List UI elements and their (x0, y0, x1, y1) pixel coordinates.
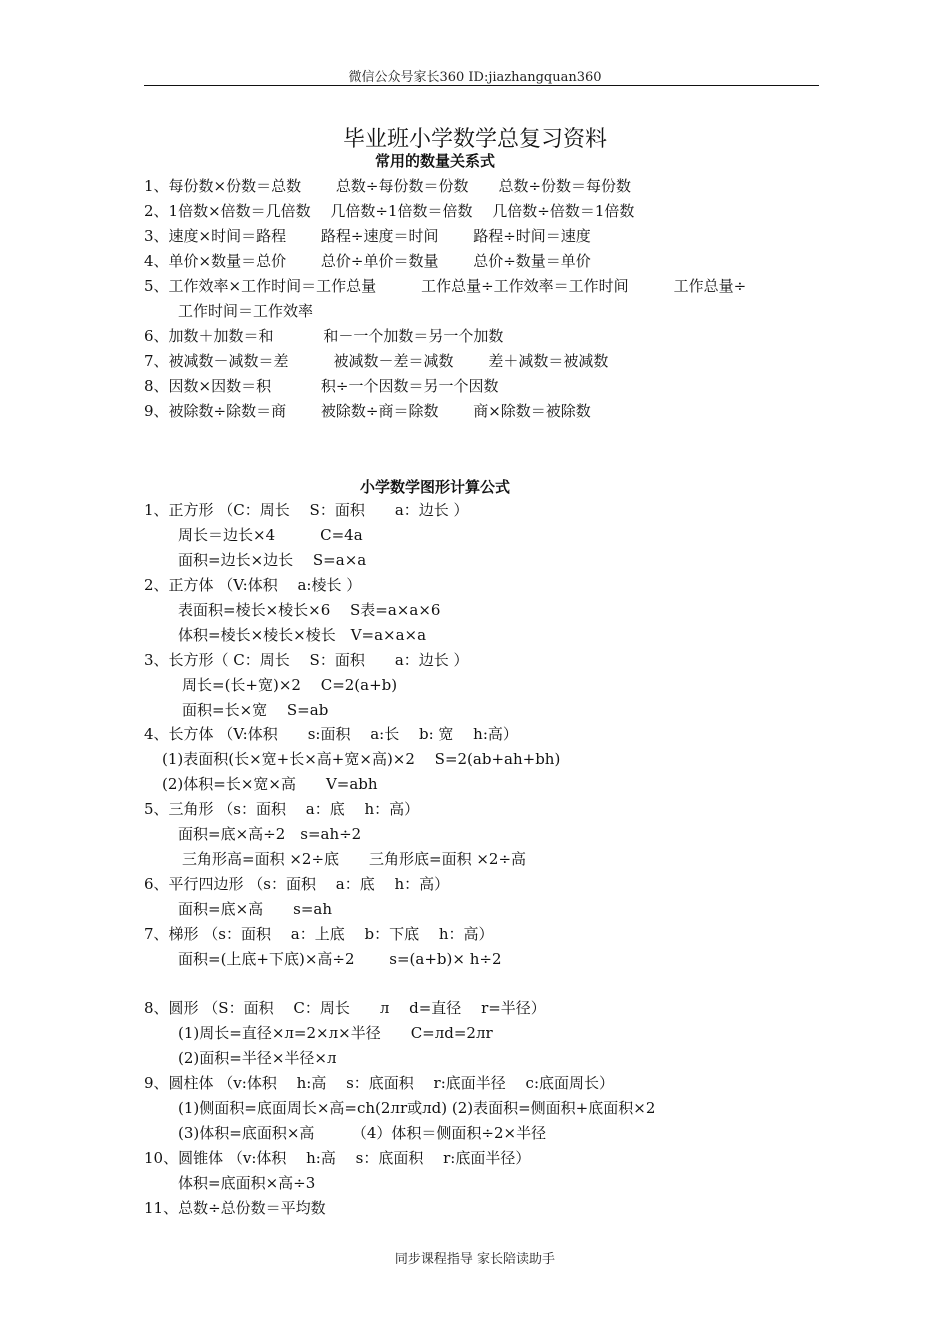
formula-line: 9、被除数÷除数＝商 被除数÷商＝除数 商×除数＝被除数 (144, 402, 591, 420)
formula-line: 1、正方形 （C：周长 S：面积 a：边长 ） (144, 501, 469, 519)
formula-line: (2)体积=长×宽×高 V=abh (162, 775, 378, 793)
formula-line: 2、正方体 （V:体积 a:棱长 ） (144, 576, 362, 594)
formula-line: (1)侧面积=底面周长×高=ch(2лr或лd) (2)表面积=侧面积+底面积×2 (178, 1099, 656, 1117)
page-header: 微信公众号家长360 ID:jiazhangquan360 (348, 70, 602, 85)
formula-line: 2、1倍数×倍数＝几倍数 几倍数÷1倍数＝倍数 几倍数÷倍数＝1倍数 (144, 202, 635, 220)
formula-line: (1)表面积(长×宽+长×高+宽×高)×2 S=2(ab+ah+bh) (162, 750, 561, 768)
formula-line: (3)体积=底面积×高 （4）体积＝侧面积÷2×半径 (178, 1124, 547, 1142)
formula-line: 5、工作效率×工作时间＝工作总量 工作总量÷工作效率＝工作时间 工作总量÷ (144, 277, 747, 295)
formula-line: 周长＝边长×4 C=4a (178, 526, 363, 544)
formula-line: 体积=底面积×高÷3 (178, 1174, 316, 1192)
formula-line: 面积=边长×边长 S=a×a (178, 551, 367, 569)
formula-line: 6、平行四边形 （s：面积 a：底 h：高） (144, 875, 450, 893)
section-title-geometry-formulas: 小学数学图形计算公式 (359, 478, 510, 496)
formula-line: (1)周长=直径×л=2×л×半径 C=лd=2лr (178, 1024, 493, 1042)
formula-line: 面积=长×宽 S=ab (182, 701, 329, 719)
document-title: 毕业班小学数学总复习资料 (342, 127, 607, 152)
formula-line: (2)面积=半径×半径×л (178, 1049, 337, 1067)
formula-line: 面积=底×高 s=ah (178, 900, 333, 918)
formula-line: 9、圆柱体 （v:体积 h:高 s：底面积 r:底面半径 c:底面周长） (144, 1074, 615, 1092)
formula-line: 工作时间＝工作效率 (178, 302, 314, 320)
formula-line: 1、每份数×份数＝总数 总数÷每份数＝份数 总数÷份数＝每份数 (144, 177, 632, 195)
formula-line: 6、加数＋加数＝和 和－一个加数＝另一个加数 (144, 327, 504, 345)
header-divider (144, 85, 819, 86)
page-footer: 同步课程指导 家长陪读助手 (394, 1252, 556, 1267)
formula-line: 4、单价×数量＝总价 总价÷单价＝数量 总价÷数量＝单价 (144, 252, 591, 270)
formula-line: 10、圆锥体 （v:体积 h:高 s：底面积 r:底面半径） (144, 1149, 531, 1167)
formula-line: 7、梯形 （s：面积 a：上底 b：下底 h：高） (144, 925, 494, 943)
formula-line: 周长=(长+宽)×2 C=2(a+b) (182, 676, 398, 694)
formula-line: 4、长方体 （V:体积 s:面积 a:长 b: 宽 h:高） (144, 725, 518, 743)
formula-line: 面积=(上底+下底)×高÷2 s=(a+b)× h÷2 (178, 950, 502, 968)
formula-line: 8、因数×因数＝积 积÷一个因数＝另一个因数 (144, 377, 499, 395)
formula-line: 8、圆形 （S：面积 C：周长 л d=直径 r=半径） (144, 999, 546, 1017)
formula-line: 体积=棱长×棱长×棱长 V=a×a×a (178, 626, 427, 644)
formula-line: 7、被减数－减数＝差 被减数－差＝减数 差＋减数＝被减数 (144, 352, 609, 370)
formula-line: 面积=底×高÷2 s=ah÷2 (178, 825, 362, 843)
formula-line: 3、速度×时间＝路程 路程÷速度＝时间 路程÷时间＝速度 (144, 227, 591, 245)
formula-line: 11、总数÷总份数＝平均数 (144, 1199, 326, 1217)
formula-line: 表面积=棱长×棱长×6 S表=a×a×6 (178, 601, 441, 619)
section-title-quantity-relations: 常用的数量关系式 (374, 152, 495, 170)
formula-line: 3、长方形（ C：周长 S：面积 a：边长 ） (144, 651, 469, 669)
formula-line: 三角形高=面积 ×2÷底 三角形底=面积 ×2÷高 (182, 850, 527, 868)
formula-line: 5、三角形 （s：面积 a：底 h：高） (144, 800, 420, 818)
